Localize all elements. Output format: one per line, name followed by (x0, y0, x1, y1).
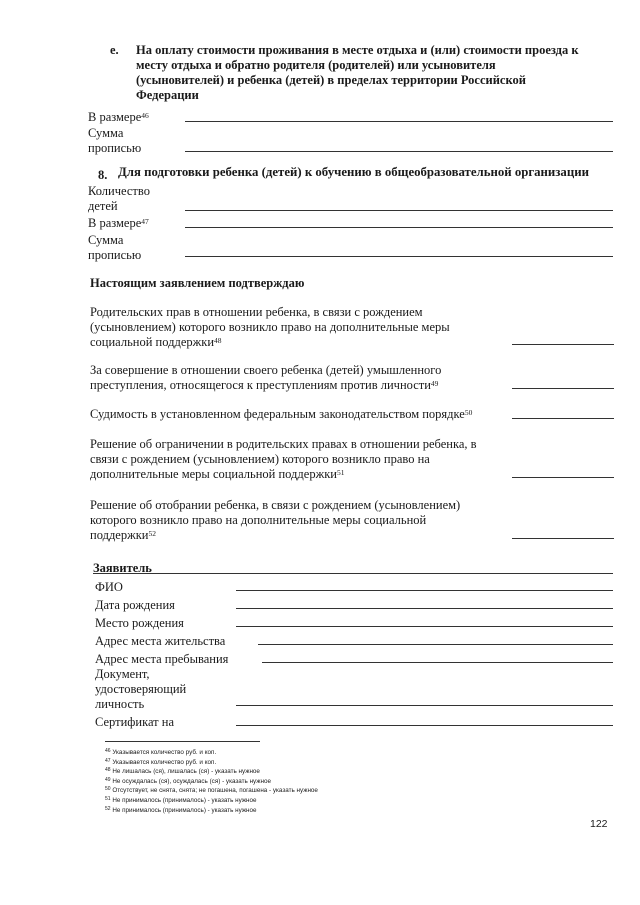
applicant-field-line-stay[interactable] (262, 662, 613, 663)
footnote-47: $^{47}$ Указывается количество руб. и коп. (105, 757, 217, 766)
section-e-title-1: На оплату стоимости проживания в месте отдыха и (или) стоимости проезда к (136, 43, 579, 57)
confirm-item-4-line-2: связи с рождением (усыновлением) которого возникло право на (90, 452, 430, 466)
footnote-50: $^{50}$ Отсутствует, не снята, снята; не погашена, погашена - указать нужное (105, 786, 318, 795)
confirm-item-2-line-2: преступления, относящегося к преступлениям против личности$^{49}$ (90, 378, 439, 392)
applicant-document-label-2: удостоверяющий (95, 682, 187, 696)
applicant-document-label-1: Документ, (95, 667, 150, 681)
section-8-amount-label: В размере$^{47}$ (88, 216, 149, 230)
section-e-words-label-2: прописью (88, 141, 142, 155)
confirm-item-5-line-2: которого возникло право на дополнительные меры социальной (90, 513, 427, 527)
page-number: 122 (590, 818, 608, 830)
confirm-item-5-line-1: Решение об отобрании ребенка, в связи с рождением (усыновлением) (90, 498, 461, 512)
confirm-item-3-line-1: Судимость в установленном федеральным законодательством порядке$^{50}$ (90, 407, 473, 421)
applicant-heading: Заявитель (93, 561, 152, 575)
footnote-51: $^{51}$ Не принималось (принималось) - указать нужное (105, 795, 257, 804)
confirm-item-1-line-1: Родительских прав в отношении ребенка, в связи с рождением (90, 305, 423, 319)
section-e-title-4: Федерации (136, 88, 199, 102)
footnote-46: $^{46}$ Указывается количество руб. и коп. (105, 748, 217, 756)
applicant-document-label-3: личность (95, 697, 145, 711)
section-e-words-line[interactable] (185, 151, 613, 152)
applicant-field-line-birthplace[interactable] (236, 626, 613, 627)
section-8-count-label-1: Количество (88, 184, 150, 198)
section-8-amount-line[interactable] (185, 227, 613, 228)
section-8-count-line[interactable] (185, 210, 613, 211)
confirm-item-1-line-2: (усыновлением) которого возникло право на дополнительные меры (90, 320, 450, 334)
section-8-marker: 8. (98, 168, 108, 182)
confirm-item-5-answer-line[interactable] (512, 538, 614, 539)
confirm-item-4-line-1: Решение об ограничении в родительских правах в отношении ребенка, в (90, 437, 477, 451)
confirm-item-4-line-3: дополнительные меры социальной поддержки$^{51}$ (90, 467, 345, 481)
section-8-words-line[interactable] (185, 256, 613, 257)
confirm-item-4-answer-line[interactable] (512, 477, 614, 478)
section-e-amount-label: В размере$^{46}$ (88, 110, 149, 124)
footnote-ref-46: 46 (141, 111, 149, 120)
applicant-field-line-birthdate[interactable] (236, 608, 613, 609)
applicant-field-line-fio[interactable] (236, 590, 613, 591)
section-8-words-label-2: прописью (88, 248, 142, 262)
section-8-words-label-1: Сумма (88, 233, 124, 247)
applicant-certificate-line[interactable] (236, 725, 613, 726)
applicant-heading-rule (93, 573, 613, 574)
confirm-item-2-answer-line[interactable] (512, 388, 614, 389)
applicant-field-label-birthdate: Дата рождения (95, 598, 175, 612)
footnote-separator (105, 741, 260, 742)
footnote-ref-52: 52 (148, 529, 156, 538)
confirm-item-3-answer-line[interactable] (512, 418, 614, 419)
footnote-52: $^{52}$ Не принималось (принималось) - указать нужное (105, 805, 257, 814)
section-e-marker: e. (110, 43, 119, 57)
section-e-title-2: месту отдыха и обратно родителя (родителей) или усыновителя (136, 58, 496, 72)
footnotes (105, 748, 318, 815)
applicant-field-label-birthplace: Место рождения (95, 616, 184, 630)
applicant-field-label-fio: ФИО (95, 580, 123, 594)
confirm-item-2-line-1: За совершение в отношении своего ребенка (детей) умышленного (90, 363, 442, 377)
footnote-ref-48: 48 (214, 336, 222, 345)
section-e-words-label-1: Сумма (88, 126, 124, 140)
footnote-49: $^{49}$ Не осуждалась (ся), осуждалась (ся) - указать нужное (105, 776, 271, 785)
confirm-heading: Настоящим заявлением подтверждаю (90, 276, 305, 290)
applicant-certificate-label: Сертификат на (95, 715, 174, 729)
footnote-ref-47: 47 (141, 217, 149, 226)
applicant-document-line[interactable] (236, 705, 613, 706)
applicant-field-label-stay: Адрес места пребывания (95, 652, 229, 666)
applicant-field-line-residence[interactable] (258, 644, 613, 645)
confirm-item-1-line-3: социальной поддержки$^{48}$ (90, 335, 222, 349)
footnote-ref-49: 49 (430, 379, 439, 388)
footnote-ref-50: 50 (464, 408, 473, 417)
section-e-title-3: (усыновителей) и ребенка (детей) в пределах территории Российской (136, 73, 526, 87)
confirm-item-5-line-3: поддержки$^{52}$ (90, 528, 156, 542)
applicant-field-label-residence: Адрес места жительства (95, 634, 226, 648)
section-8-title: Для подготовки ребенка (детей) к обучению в общеобразовательной организации (118, 165, 589, 179)
footnote-48: $^{48}$ Не лишалась (ся), лишалась (ся) - указать нужное (105, 767, 260, 776)
footnote-ref-51: 51 (336, 468, 345, 477)
section-e-amount-line[interactable] (185, 121, 613, 122)
section-8-count-label-2: детей (88, 199, 118, 213)
confirm-item-1-answer-line[interactable] (512, 344, 614, 345)
